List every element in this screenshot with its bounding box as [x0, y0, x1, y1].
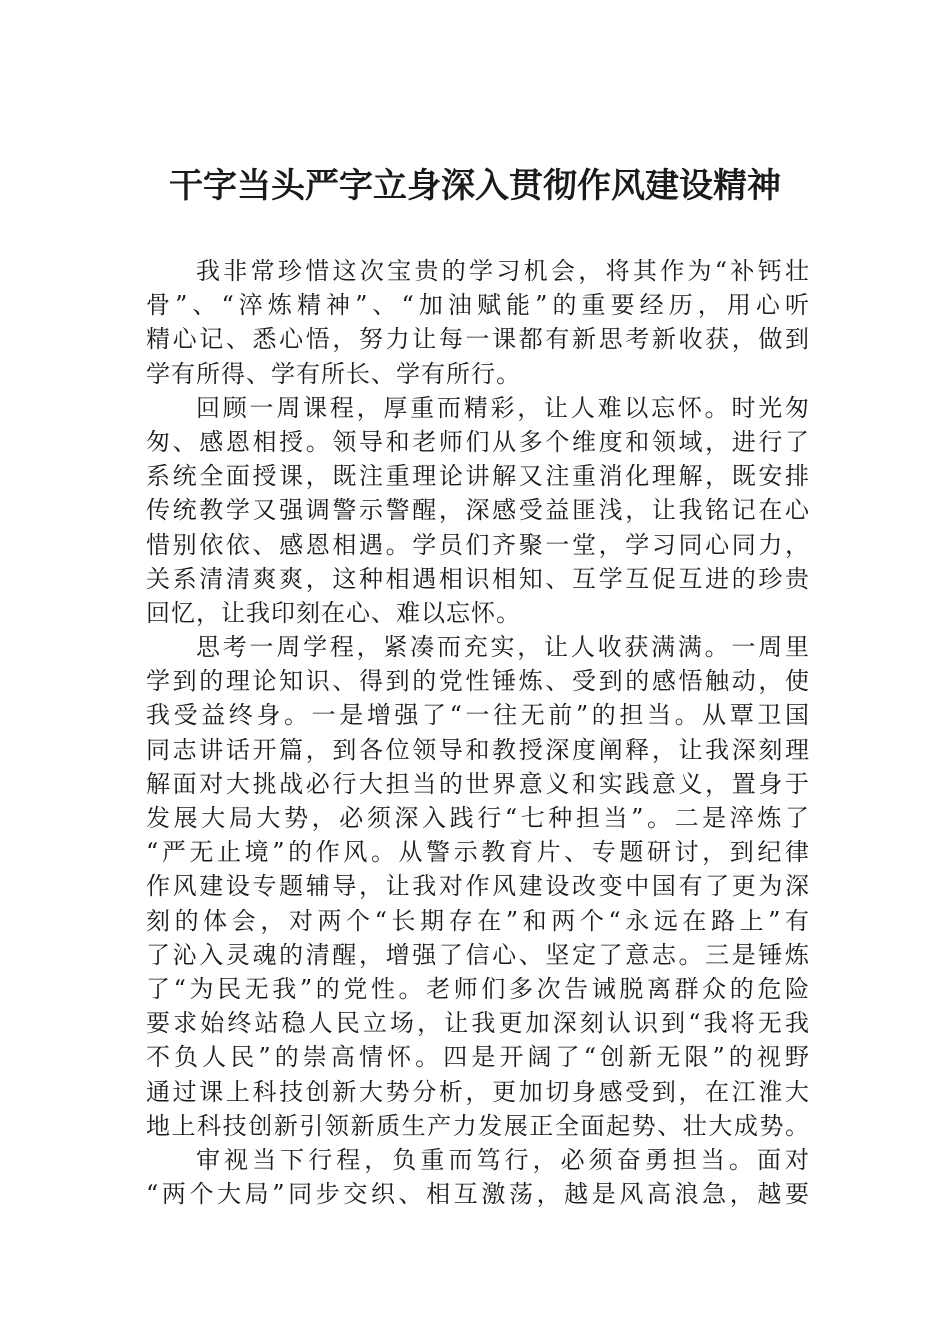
text-line: 了沁入灵魂的清醒，增强了信心、坚定了意志。三是锤炼 — [146, 940, 810, 969]
text-line: 回忆，让我印刻在心、难以忘怀。 — [146, 598, 521, 627]
text-line: 关系清清爽爽，这种相遇相识相知、互学互促互进的珍贵 — [146, 564, 810, 593]
text-line: 解面对大挑战必行大担当的世界意义和实践意义，置身于 — [146, 769, 810, 798]
text-line: 刻的体会，对两个“长期存在”和两个“永远在路上”有 — [146, 906, 810, 935]
text-line: 地上科技创新引领新质生产力发展正全面起势、壮大成势。 — [146, 1111, 810, 1140]
text-line: 精心记、悉心悟，努力让每一课都有新思考新收获，做到 — [146, 325, 810, 354]
text-line: 惜别依依、感恩相遇。学员们齐聚一堂，学习同心同力， — [146, 530, 810, 559]
text-line: 了“为民无我”的党性。老师们多次告诫脱离群众的危险 — [146, 974, 810, 1003]
text-line: “两个大局”同步交织、相互激荡，越是风高浪急，越要 — [146, 1180, 810, 1209]
text-line: 审视当下行程，负重而笃行，必须奋勇担当。面对 — [196, 1145, 810, 1174]
text-line: 同志讲话开篇，到各位领导和教授深度阐释，让我深刻理 — [146, 735, 810, 764]
document-body — [146, 254, 810, 1211]
text-line: “严无止境”的作风。从警示教育片、专题研讨，到纪律 — [146, 838, 810, 867]
text-line: 不负人民”的崇高情怀。四是开阔了“创新无限”的视野 — [146, 1043, 810, 1072]
text-line: 骨”、“淬炼精神”、“加油赋能”的重要经历，用心听 — [146, 291, 810, 320]
text-line: 学到的理论知识、得到的党性锤炼、受到的感悟触动，使 — [146, 667, 810, 696]
text-line: 要求始终站稳人民立场，让我更加深刻认识到“我将无我 — [146, 1009, 810, 1038]
text-line: 我受益终身。一是增强了“一往无前”的担当。从覃卫国 — [146, 701, 810, 730]
text-line: 传统教学又强调警示警醒，深感受益匪浅，让我铭记在心 — [146, 496, 810, 525]
text-line: 系统全面授课，既注重理论讲解又注重消化理解，既安排 — [146, 462, 810, 491]
text-line: 发展大局大势，必须深入践行“七种担当”。二是淬炼了 — [146, 804, 810, 832]
text-line: 思考一周学程，紧凑而充实，让人收获满满。一周里 — [196, 633, 810, 662]
text-line: 学有所得、学有所长、学有所行。 — [146, 359, 521, 388]
text-line: 回顾一周课程，厚重而精彩，让人难以忘怀。时光匆 — [196, 393, 810, 422]
document-title: 干字当头严字立身深入贯彻作风建设精神 — [169, 166, 781, 206]
text-line: 作风建设专题辅导，让我对作风建设改变中国有了更为深 — [146, 872, 810, 901]
text-line: 我非常珍惜这次宝贵的学习机会，将其作为“补钙壮 — [196, 257, 810, 285]
text-line: 匆、感恩相授。领导和老师们从多个维度和领域，进行了 — [146, 427, 810, 456]
text-line: 通过课上科技创新大势分析，更加切身感受到，在江淮大 — [146, 1077, 810, 1106]
